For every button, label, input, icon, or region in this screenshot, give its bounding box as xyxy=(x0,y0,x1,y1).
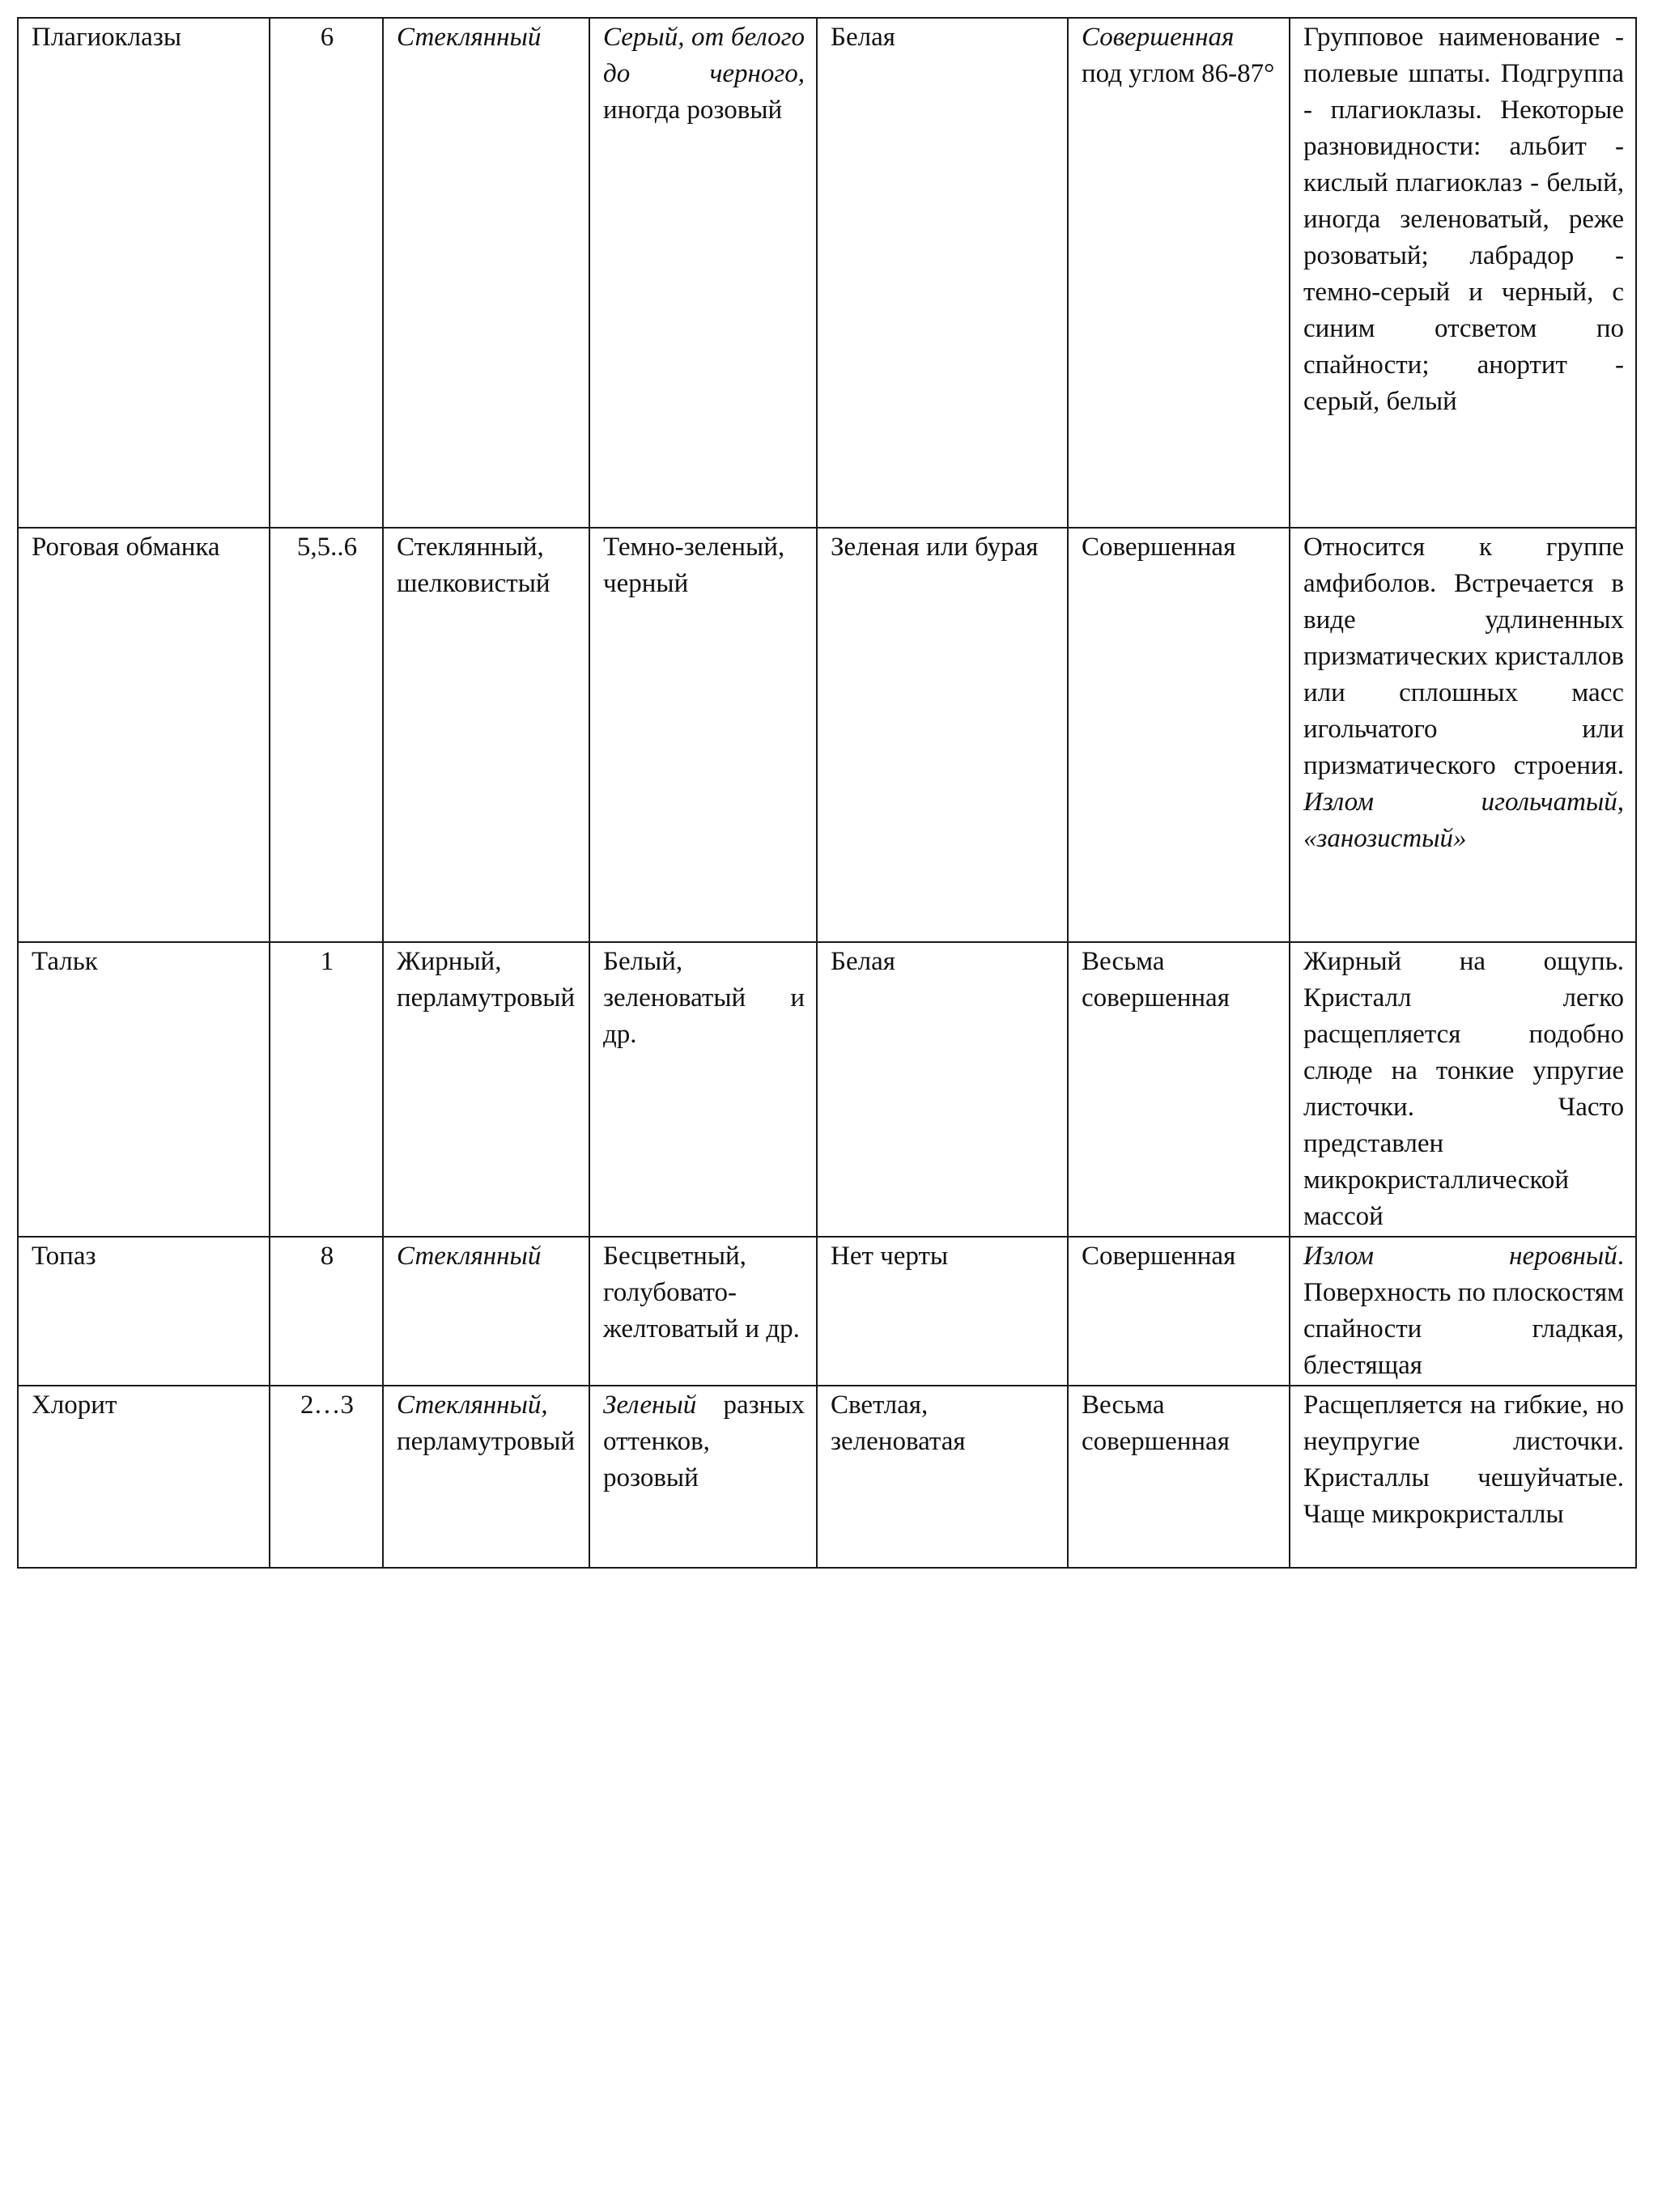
hardness-cell xyxy=(270,1386,383,1568)
streak-text: Нет черты xyxy=(831,1242,949,1271)
streak-text: Белая xyxy=(831,947,895,976)
luster-text: Жирный, перламутровый xyxy=(397,947,576,1013)
cleavage-text: Весьма совершенная xyxy=(1082,1390,1230,1456)
hardness-value: 6 xyxy=(320,23,334,52)
hardness-cell xyxy=(270,18,383,528)
color-text: Бесцветный, голубовато-желтоватый и др. xyxy=(603,1242,800,1344)
mineral-name-cell xyxy=(18,528,270,942)
table-row xyxy=(18,18,1636,528)
mineral-name: Хлорит xyxy=(32,1390,117,1420)
color-text: Белый, зеленоватый и др. xyxy=(603,947,805,1049)
table-row xyxy=(18,1386,1636,1568)
luster-cell xyxy=(383,1237,589,1386)
hardness-value: 8 xyxy=(320,1242,334,1271)
cleavage-text: Совершенная xyxy=(1082,1242,1236,1271)
streak-cell xyxy=(817,1386,1068,1568)
cleavage-text: Весьма совершенная xyxy=(1082,947,1230,1013)
luster-text: Стеклянный, xyxy=(397,1390,548,1420)
color-text: Зеленый xyxy=(603,1390,697,1420)
luster-cell xyxy=(383,1386,589,1568)
notes-text: . Поверхность по плоскостям спайности гладкая, блестящая xyxy=(1303,1242,1624,1380)
table-row xyxy=(18,528,1636,942)
streak-text: Светлая, зеленоватая xyxy=(831,1390,966,1456)
notes-cell xyxy=(1290,1386,1636,1568)
luster-cell xyxy=(383,942,589,1237)
color-cell xyxy=(589,528,817,942)
cleavage-text: под углом 86-87° xyxy=(1082,59,1275,88)
streak-cell xyxy=(817,18,1068,528)
mineral-name-cell xyxy=(18,1386,270,1568)
hardness-value: 5,5..6 xyxy=(296,533,358,562)
mineral-name: Топаз xyxy=(32,1242,96,1271)
mineral-name-cell xyxy=(18,18,270,528)
minerals-table xyxy=(17,17,1637,1569)
color-cell xyxy=(589,942,817,1237)
cleavage-cell xyxy=(1068,18,1290,528)
notes-cell xyxy=(1290,1237,1636,1386)
streak-cell xyxy=(817,1237,1068,1386)
luster-text: Стеклянный, шелковистый xyxy=(397,533,550,598)
streak-cell xyxy=(817,942,1068,1237)
luster-cell xyxy=(383,528,589,942)
streak-cell xyxy=(817,528,1068,942)
mineral-name-cell xyxy=(18,1237,270,1386)
color-text: Темно-зеленый, черный xyxy=(603,533,785,598)
hardness-cell xyxy=(270,1237,383,1386)
table-row xyxy=(18,942,1636,1237)
mineral-name: Роговая обманка xyxy=(32,533,220,562)
streak-text: Зеленая или бурая xyxy=(831,533,1039,562)
notes-cell xyxy=(1290,942,1636,1237)
cleavage-cell xyxy=(1068,528,1290,942)
color-text: Серый, от белого до черного, xyxy=(603,23,805,88)
hardness-cell xyxy=(270,942,383,1237)
notes-text: Излом игольчатый, «занозистый» xyxy=(1303,788,1624,853)
color-text: иногда розовый xyxy=(603,96,783,125)
luster-text: Стеклянный xyxy=(397,1242,542,1271)
luster-text: Стеклянный xyxy=(397,23,542,52)
color-cell xyxy=(589,18,817,528)
notes-text: Жирный на ощупь. Кристалл легко расщепляется подобно слюде на тонкие упругие листочки. Часто представлен микрокристаллической массой xyxy=(1303,947,1624,1231)
cleavage-text: Совершенная xyxy=(1082,23,1235,52)
notes-text: Расщепляется на гибкие, но неупругие листочки. Кристаллы чешуйчатые. Чаще микрокристаллы xyxy=(1303,1390,1624,1529)
luster-cell xyxy=(383,18,589,528)
mineral-name-cell xyxy=(18,942,270,1237)
table-row xyxy=(18,1237,1636,1386)
cleavage-cell xyxy=(1068,1237,1290,1386)
luster-text: перламутровый xyxy=(397,1427,576,1456)
notes-text: Относится к группе амфиболов. Встречается в виде удлиненных призматических кристаллов или сплошных масс игольчатого или призматического строения. xyxy=(1303,533,1624,780)
hardness-value: 2…3 xyxy=(300,1390,354,1420)
mineral-name: Плагиоклазы xyxy=(32,23,181,52)
color-text: разных оттенков, розовый xyxy=(603,1390,805,1492)
notes-text: Излом неровный xyxy=(1303,1242,1617,1271)
streak-text: Белая xyxy=(831,23,895,52)
notes-cell xyxy=(1290,528,1636,942)
hardness-value: 1 xyxy=(320,947,334,976)
mineral-name: Тальк xyxy=(32,947,98,976)
color-cell xyxy=(589,1237,817,1386)
hardness-cell xyxy=(270,528,383,942)
cleavage-cell xyxy=(1068,1386,1290,1568)
color-cell xyxy=(589,1386,817,1568)
notes-text: Групповое наименование - полевые шпаты. Подгруппа - плагиоклазы. Некоторые разновидности: альбит - кислый плагиоклаз - белый, иногда зеленоватый, реже розоватый; лабрадор - темно-серый и черный, с синим отсветом по спайности; анортит - серый, белый xyxy=(1303,23,1624,416)
cleavage-cell xyxy=(1068,942,1290,1237)
notes-cell xyxy=(1290,18,1636,528)
cleavage-text: Совершенная xyxy=(1082,533,1236,562)
